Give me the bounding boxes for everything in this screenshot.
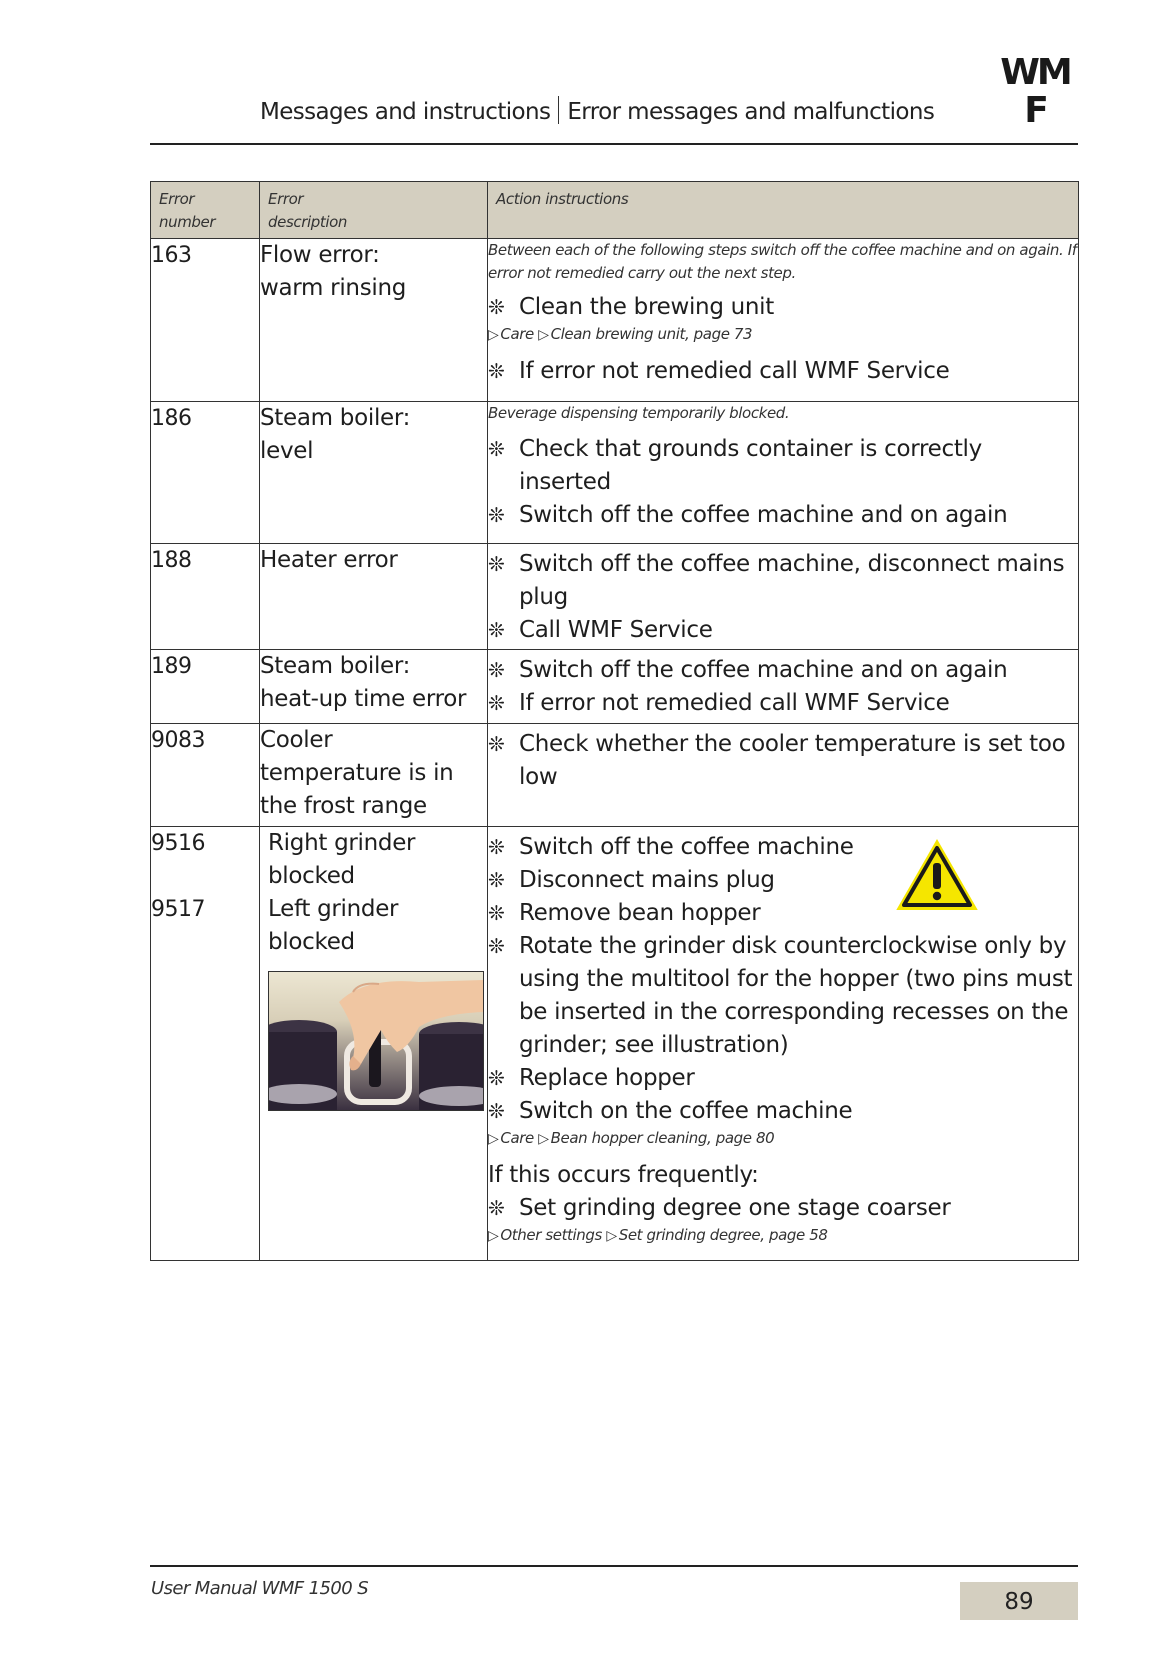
photo-illustration-icon <box>269 972 483 1110</box>
step-bullet-icon: ❊ <box>488 618 505 642</box>
error-description <box>260 544 488 650</box>
ref-part: Clean brewing unit, page 73 <box>550 325 753 343</box>
warning-triangle-icon <box>896 839 978 911</box>
error-number-right: 9516 <box>151 831 205 856</box>
ref-part: Set grinding degree, page 58 <box>618 1226 828 1244</box>
step-text: If error not remedied call WMF Service <box>519 690 950 716</box>
step-text: Disconnect mains plug <box>519 867 775 893</box>
page-number: 89 <box>960 1582 1078 1620</box>
step-bullet-icon: ❊ <box>488 658 505 682</box>
step-bullet-icon: ❊ <box>488 552 505 576</box>
step-text: If error not remedied call WMF Service <box>519 358 950 384</box>
step-bullet-icon: ❊ <box>488 503 505 527</box>
action-step <box>488 355 1078 388</box>
action-step <box>488 614 1078 647</box>
step-bullet-icon: ❊ <box>488 295 505 319</box>
error-description <box>260 827 488 1261</box>
cross-reference[interactable] <box>488 1225 1078 1246</box>
ref-arrow-icon: ▷ <box>538 327 549 343</box>
description-line: Left grinder <box>268 896 399 922</box>
action-instructions <box>488 544 1079 650</box>
ref-arrow-icon: ▷ <box>606 1228 617 1244</box>
action-step <box>488 864 1078 897</box>
description-line: Heater error <box>260 547 398 573</box>
step-text: Set grinding degree one stage coarser <box>519 1195 951 1221</box>
ref-arrow-icon: ▷ <box>488 327 499 343</box>
description-line: heat-up time error <box>260 686 467 712</box>
table-header-row <box>151 182 1079 239</box>
action-instructions <box>488 650 1079 724</box>
action-step <box>488 499 1078 532</box>
description-line: Cooler <box>260 727 333 753</box>
header-line: description <box>268 213 348 231</box>
header-separator <box>558 96 559 124</box>
action-note: Between each of the following steps switch off the coffee machine and on again. If error not remedied carry out the next step. <box>488 241 1077 282</box>
step-bullet-icon: ❊ <box>488 1196 505 1220</box>
table-row <box>151 544 1079 650</box>
ref-part: Care <box>500 1129 534 1147</box>
header-line: number <box>159 213 216 231</box>
step-text: Check whether the cooler temperature is set too low <box>519 731 1066 790</box>
error-number: 186 <box>151 402 260 544</box>
table-row <box>151 239 1079 402</box>
grinder-multitool-photo <box>268 971 484 1111</box>
action-step <box>488 728 1078 794</box>
action-step <box>488 687 1078 720</box>
header-section: Messages and instructions <box>260 99 551 125</box>
column-header-error-number <box>151 182 260 239</box>
error-number-left: 9517 <box>151 897 205 922</box>
step-text: Switch off the coffee machine and on again <box>519 657 1008 683</box>
step-text: Remove bean hopper <box>519 900 761 926</box>
step-text: Switch off the coffee machine, disconnect mains plug <box>519 551 1065 610</box>
error-number: 9083 <box>151 724 260 827</box>
action-step <box>488 1095 1078 1128</box>
logo-text: WMF <box>1000 52 1070 131</box>
header-line: Error <box>159 190 195 208</box>
error-description <box>260 724 488 827</box>
step-text: Call WMF Service <box>519 617 713 643</box>
ref-arrow-icon: ▷ <box>488 1228 499 1244</box>
cross-reference[interactable] <box>488 324 1078 345</box>
step-bullet-icon: ❊ <box>488 732 505 756</box>
action-instructions <box>488 724 1079 827</box>
error-number: 189 <box>151 650 260 724</box>
action-instructions <box>488 239 1079 402</box>
step-bullet-icon: ❊ <box>488 359 505 383</box>
description-line: Right grinder <box>268 830 416 856</box>
error-description <box>260 239 488 402</box>
error-messages-table <box>150 181 1079 1261</box>
description-line: temperature is in <box>260 760 454 786</box>
column-header-error-description <box>260 182 488 239</box>
error-number <box>151 827 260 1261</box>
step-text: Check that grounds container is correctly inserted <box>519 436 982 495</box>
header-rule <box>150 143 1078 145</box>
description-line: blocked <box>268 863 355 889</box>
ref-part: Other settings <box>500 1226 602 1244</box>
header-line: Action instructions <box>496 190 629 208</box>
step-bullet-icon: ❊ <box>488 868 505 892</box>
step-text: Switch on the coffee machine <box>519 1098 853 1124</box>
action-step <box>488 1192 1078 1225</box>
description-line: blocked <box>268 929 355 955</box>
step-text: Replace hopper <box>519 1065 695 1091</box>
description-line: level <box>260 438 314 464</box>
description-line: Steam boiler: <box>260 405 411 431</box>
footer-rule <box>150 1565 1078 1567</box>
step-bullet-icon: ❊ <box>488 1066 505 1090</box>
error-number: 163 <box>151 239 260 402</box>
header-subsection: Error messages and malfunctions <box>567 99 935 125</box>
step-text: Switch off the coffee machine <box>519 834 854 860</box>
description-line: warm rinsing <box>260 275 407 301</box>
action-step <box>488 831 1078 864</box>
action-step <box>488 654 1078 687</box>
ref-part: Care <box>500 325 534 343</box>
action-instructions <box>488 827 1079 1261</box>
step-bullet-icon: ❊ <box>488 437 505 461</box>
step-bullet-icon: ❊ <box>488 1099 505 1123</box>
error-number: 188 <box>151 544 260 650</box>
step-bullet-icon: ❊ <box>488 934 505 958</box>
table-row <box>151 724 1079 827</box>
cross-reference[interactable] <box>488 1128 1078 1149</box>
ref-part: Bean hopper cleaning, page 80 <box>550 1129 775 1147</box>
table-row <box>151 650 1079 724</box>
frequent-occurrence-label: If this occurs frequently: <box>488 1162 759 1188</box>
action-instructions <box>488 402 1079 544</box>
column-header-action-instructions <box>488 182 1079 239</box>
action-note: Beverage dispensing temporarily blocked. <box>488 404 790 422</box>
action-step <box>488 930 1078 1062</box>
wmf-logo-icon <box>994 44 1076 140</box>
error-description <box>260 402 488 544</box>
header-line: Error <box>268 190 304 208</box>
ref-arrow-icon: ▷ <box>488 1131 499 1147</box>
action-step <box>488 897 1078 930</box>
action-step <box>488 1062 1078 1095</box>
footer-manual-title: User Manual WMF 1500 S <box>151 1578 369 1599</box>
step-text: Switch off the coffee machine and on again <box>519 502 1008 528</box>
action-step <box>488 548 1078 614</box>
description-line: Steam boiler: <box>260 653 411 679</box>
description-line: the frost range <box>260 793 427 819</box>
description-line: Flow error: <box>260 242 380 268</box>
error-description <box>260 650 488 724</box>
ref-arrow-icon: ▷ <box>538 1131 549 1147</box>
step-bullet-icon: ❊ <box>488 835 505 859</box>
page-header-title <box>260 96 934 125</box>
action-step <box>488 433 1078 499</box>
table-row <box>151 402 1079 544</box>
step-bullet-icon: ❊ <box>488 691 505 715</box>
step-bullet-icon: ❊ <box>488 901 505 925</box>
table-row <box>151 827 1079 1261</box>
step-text: Clean the brewing unit <box>519 294 774 320</box>
step-text: Rotate the grinder disk counterclockwise only by using the multitool for the hopper (two pins must be inserted in the corresponding recesses on the grinder; see illustration) <box>519 933 1073 1058</box>
action-step <box>488 291 1078 324</box>
